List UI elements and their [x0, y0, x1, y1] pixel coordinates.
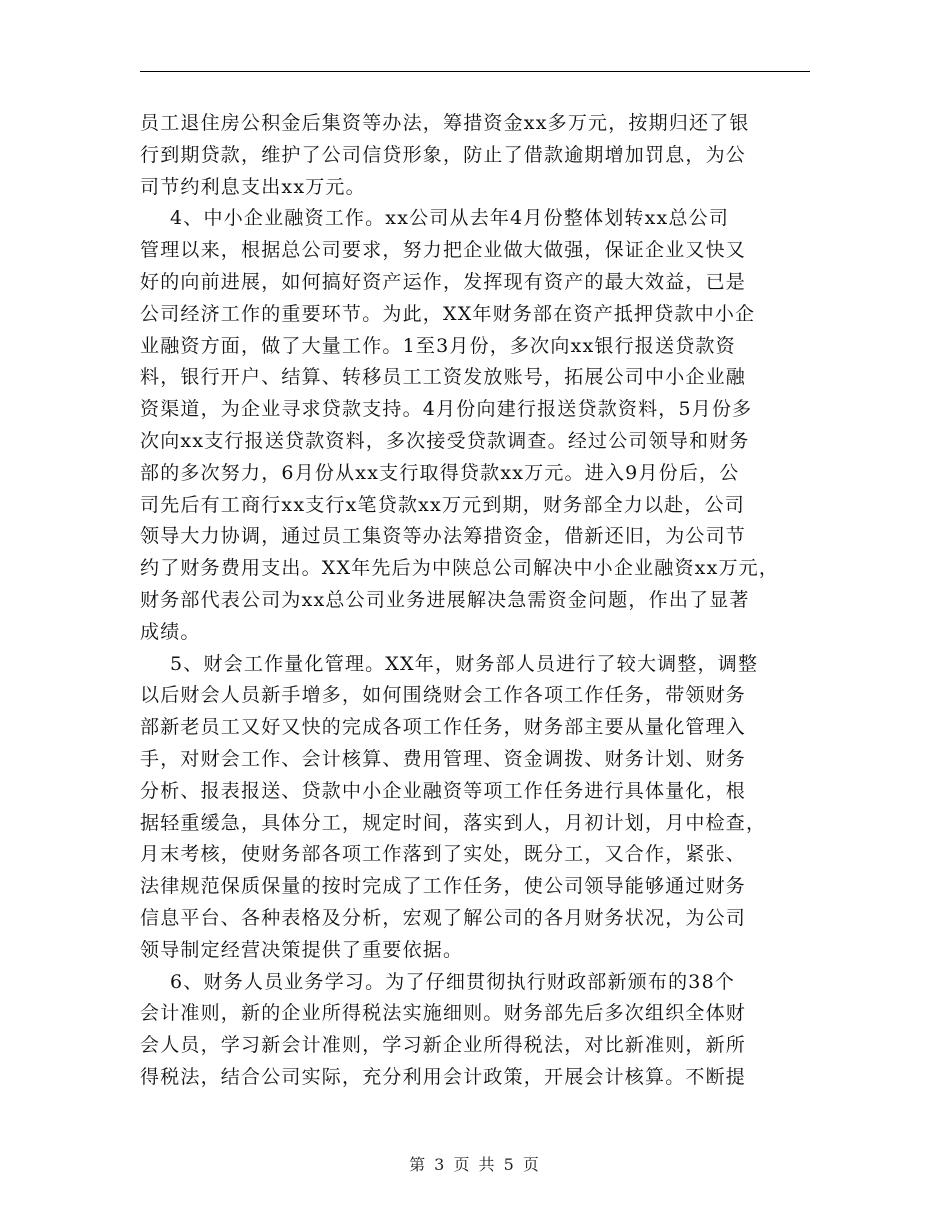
text-line: 司节约利息支出xx万元。: [140, 175, 366, 198]
text-line: 领导制定经营决策提供了重要依据。: [140, 938, 464, 961]
text-line: 行到期贷款，维护了公司信贷形象，防止了借款逾期增加罚息，为公: [140, 143, 747, 166]
text-line: 得税法，结合公司实际，充分利用会计政策，开展会计核算。不断提: [140, 1065, 747, 1088]
text-line: 公司经济工作的重要环节。为此，XX年财务部在资产抵押贷款中小企: [140, 302, 756, 325]
text-line: 会人员，学习新会计准则，学习新企业所得税法，对比新准则，新所: [140, 1034, 747, 1057]
text-line: 手，对财会工作、会计核算、费用管理、资金调拨、财务计划、财务: [140, 747, 747, 770]
paragraph-6-start: 6、财务人员业务学习。为了仔细贯彻执行财政部新颁布的38个: [170, 970, 736, 993]
text-line: 业融资方面，做了大量工作。1至3月份，多次向xx银行报送贷款资: [140, 334, 736, 357]
text-line: 管理以来，根据总公司要求，努力把企业做大做强，保证企业又快又: [140, 239, 747, 262]
text-line: 料，银行开户、结算、转移员工工资发放账号，拓展公司中小企业融: [140, 366, 747, 389]
text-line: 月末考核，使财务部各项工作落到了实处，既分工，又合作，紧张、: [140, 843, 747, 866]
document-body: [140, 108, 812, 1094]
text-line: 部的多次努力，6月份从xx支行取得贷款xx万元。进入9月份后，公: [140, 461, 740, 484]
page-number: 第 3 页 共 5 页: [409, 1155, 541, 1174]
text-line: 员工退住房公积金后集资等办法，筹措资金xx多万元，按期归还了银: [140, 112, 750, 134]
text-line: 领导大力协调，通过员工集资等办法筹措资金，借新还旧，为公司节: [140, 525, 747, 548]
paragraph-4-start: 4、中小企业融资工作。xx公司从去年4月份整体划转xx总公司: [170, 207, 730, 230]
paragraph-5-start: 5、财会工作量化管理。XX年，财务部人员进行了较大调整，调整: [170, 652, 759, 675]
text-line: 资渠道，为企业寻求贷款支持。4月份向建行报送贷款资料，5月份多: [140, 398, 753, 421]
text-line: 次向xx支行报送贷款资料，多次接受贷款调查。经过公司领导和财务: [140, 429, 750, 452]
text-line: 部新老员工又好又快的完成各项工作任务，财务部主要从量化管理入: [140, 716, 747, 739]
text-line: 分析、报表报送、贷款中小企业融资等项工作任务进行具体量化，根: [140, 779, 747, 802]
text-line: 据轻重缓急，具体分工，规定时间，落实到人，月初计划，月中检查，: [140, 811, 767, 834]
text-line: 法律规范保质保量的按时完成了工作任务，使公司领导能够通过财务: [140, 875, 747, 898]
text-line: 以后财会人员新手增多，如何围绕财会工作各项工作任务，带领财务: [140, 684, 747, 707]
text-line: 好的向前进展，如何搞好资产运作，发挥现有资产的最大效益，已是: [140, 270, 747, 293]
text-line: 信息平台、各种表格及分析，宏观了解公司的各月财务状况，为公司: [140, 906, 747, 929]
text-line: 司先后有工商行xx支行x笔贷款xx万元到期，财务部全力以赴，公司: [140, 493, 745, 516]
text-line: 成绩。: [140, 620, 201, 643]
text-line: 会计准则，新的企业所得税法实施细则。财务部先后多次组织全体财: [140, 1002, 747, 1025]
header-rule: [140, 71, 810, 72]
text-line: 约了财务费用支出。XX年先后为中陕总公司解决中小企业融资xx万元，: [140, 557, 780, 580]
text-line: 财务部代表公司为xx总公司业务进展解决急需资金问题，作出了显著: [140, 588, 750, 611]
